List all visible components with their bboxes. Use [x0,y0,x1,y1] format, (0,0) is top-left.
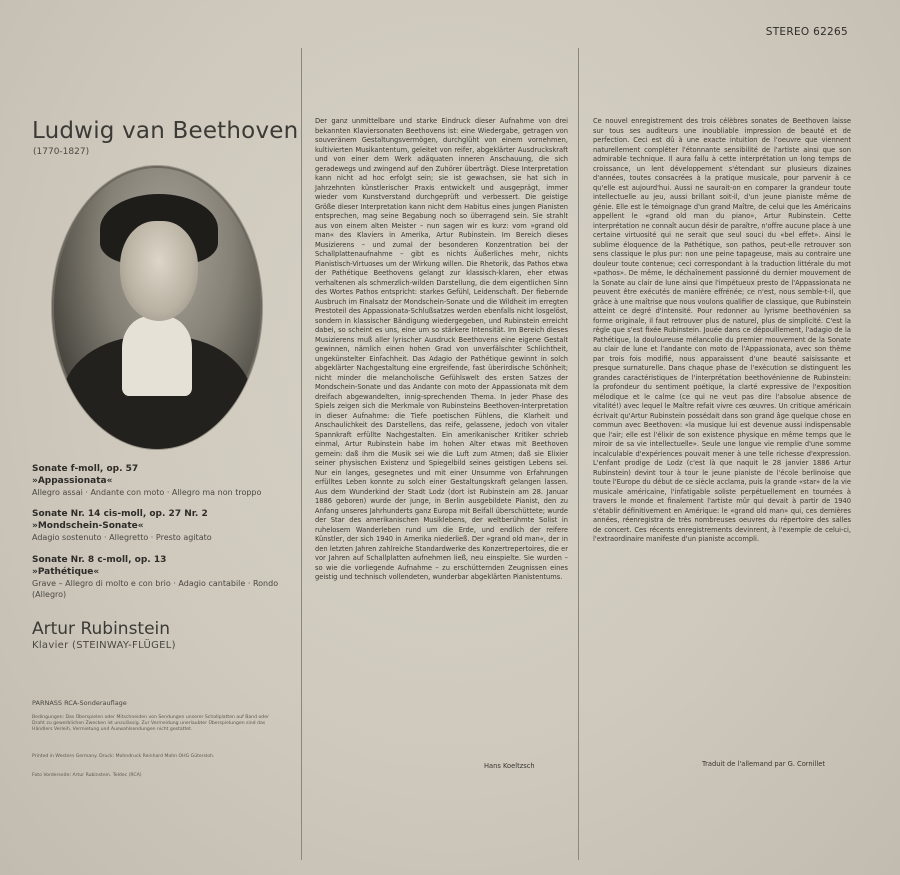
work-title: Sonate f-moll, op. 57 [32,464,139,474]
german-liner-notes: Der ganz unmittelbare und starke Eindruck dieser Aufnahme von drei bekannten Klaviersonaten Beethovens ist: eine Wiedergabe, getragen von souveränem Gestaltungsvermögen, durchglüht von einem vornehmen, kultivierten Musikantentum, geleitet von reifer, abgeklärter Ausdruckskraft und von einer dem Werk adäquaten inneren Anschauung, die sich geradewegs und zwingend auf den Zuhörer überträgt. Diese Interpretation kann nicht ad hoc erfolgt sein; sie ist gewachsen, sie hat sich in Jahrzehnten künstlerischer Praxis entwickelt und ausgeprägt, immer wieder vom Kunstverstand durchgeprüft und verbessert. Die geistige Größe dieser Interpretation kann nicht dem Habitus eines jungen Pianisten entsprechen, mag seine Begabung noch so überragend sein. Sie strahlt aus von einem alten Meister – nun sagen wir es kurz: vom »grand old man« des Klaviers in Amerika, Artur Rubinstein. Im Bereich dieses Musizierens – und zumal der besonderen Konzentration bei der Schallplattenaufnahme – gibt es nichts Äußerliches mehr, nichts Pianistisch-Virtuoses um der Wirkung willen. Die Rhetorik, das Pathos etwa der Pathétique Beethovens gelangt zur klassisch-klaren, eher etwas verhaltenen als schmerzlich-wilden Darstellung, die dem eigentlichen Sinn des Wortes Pathos entspricht: starkes Gefühl, Leidenschaft. Der fiebernde Ausbruch im Finalsatz der Mondschein-Sonate und die Wildheit im erregten Prestoteil des Appassionata-Schlußsatzes werden ebenfalls nicht losgelöst, sondern in klassischer Bändigung wiedergegeben, und Rubinstein erreicht dabei, so scheint es uns, eine um so stärkere Intensität. Im Bereich dieses Musizierens muß aller lyrischer Ausdruck Beethovens eine eigene Gestalt gewinnen, nämlich einen hohen Grad von unverfälschter Schlichtheit, ungekünstelter Einfachheit. Das Adagio der Pathétique gewinnt in solch abgeklärter Nachgestaltung eine ergreifende, fast überirdische Schönheit; nicht minder die melancholische Gefühlswelt des ersten Satzes der Mondschein-Sonate und das Andante con moto der Appassionata mit dem dreifach abgewandelten, innig-sprechenden Thema. In jeder Phase des Spiels zeigen sich die Merkmale von Rubinsteins Beethoven-Interpretation in dieser Aufnahme: die Tiefe poetischen Fühlens, die Klarheit und Anschaulichkeit des Darstellens, das reife, gelassene, jedoch von vitaler Spannkraft erfüllte Nachgestalten. Ein amerikanischer Kritiker schrieb einmal, Artur Rubinstein habe im hohen Alter etwas mit Beethoven gemein: daß ihm die Musik sei wie die Luft zum Atmen; daß sie Elixier seiner physischen Existenz und Spiegelbild seines geistigen Lebens sei. Nur ein langes, gesegnetes und mit einer Unsumme von Erfahrungen erfülltes Leben konnte zu solch einer Gestaltungskraft gelangen lassen. Aus dem Wunderkind der Stadt Lodz (dort ist Rubinstein am 28. Januar 1886 geboren) wurde der junge, in Berlin ausgebildete Pianist, den zu Anfang unseres Jahrhunderts ganz Europa mit Beifall überschüttete; wurde der Star des amerikanischen Musiklebens, der weltberühmte Solist in ruhelosem Wanderleben rund um die Erde, und endlich der reifere Künstler, der sich 1940 in Amerika niederließ. Der »grand old man«, der in den letzten Jahren zahlreiche Standardwerke des Konzertrepertoires, die er vor Jahren auf Schallplatten aufnehmen ließ, neu einspielte. Sie wurden – so wie die vorliegende Aufnahme – zu erschütternden Zeugnissen eines geistig und technisch vollendeten, wunderbar abgeklärten Pianistentums. [315,117,568,581]
work-1 [32,463,261,498]
column-divider-left [301,48,302,860]
work-subtitle: »Mondschein-Sonate« [32,521,144,531]
conditions-text: Bedingungen: Das Überspielen oder Mitschneiden von Sendungen unserer Schallplatten auf Band oder Draht zu gewerblichen Zwecken ist unzulässig. Zur Vermeidung unerlaubter Überspielungen sind das Händlers Verleih, Vermietung und Auswahlsendungen nicht gestattet. [32,715,269,732]
work-2 [32,508,212,543]
portrait-face [120,221,198,321]
edition-label: PARNASS RCA-Sonderauflage [32,699,127,707]
work-movements: Adagio sostenuto · Allegretto · Presto agitato [32,533,212,542]
work-movements: Grave – Allegro di molto e con brio · Adagio cantabile · Rondo (Allegro) [32,579,279,599]
artist-name: Artur Rubinstein [32,619,171,639]
work-subtitle: »Pathétique« [32,567,100,577]
work-movements: Allegro assai · Andante con moto · Allegro ma non troppo [32,488,262,497]
french-translator: Traduit de l'allemand par G. Cornillet [702,760,825,768]
printed-text: Printed in Western Germany. Druck: Mohndruck Reinhard Mohn OHG Gütersloh. [32,754,215,759]
composer-dates: (1770-1827) [33,147,90,157]
column-divider-right [578,48,579,860]
artist-instrument: Klavier (STEINWAY-FLÜGEL) [32,640,176,651]
french-liner-notes: Ce nouvel enregistrement des trois célèbres sonates de Beethoven laisse sur tous ses auditeurs une inoubliable impression de beauté et de perfection. Ceci est dû à une exacte intuition de l'oeuvre que viennent naturellement compléter l'étonnante sensibilité de l'artiste ainsi que son admirable technique. Il aura fallu à cette interprétation un long temps de croissance, un lent développement s'étendant sur plusieurs dizaines d'années, toutes consacrées à la pratique musicale, pour parvenir à ce qu'elle est aujourd'hui. Aussi ne saurait-on en comparer la grandeur toute intellectuelle au jeu, aussi brillant soit-il, d'un jeune pianiste même de génie. Elle est le témoignage d'un grand Maître, de celui que les Américains appellent le «grand old man du piano», Artur Rubinstein. Cette interprétation ne connaît aucun désir de paraître, n'offre aucune place à une certaine virtuosité qui ne serait que seul souci du «bel effet». Ainsi le sublime éloquence de la Pathétique, son pathos, peut-elle retrouver son sens classique le plus pur: non une peine tapageuse, mais au contraire une douleur toute contenue; ceci correspondant à la traduction littérale du mot «pathos». De même, le déchaînement passionné du dernier mouvement de la Sonate au clair de lune ainsi que l'impétueux presto de l'Appassionata ne peuvent être exécutés de manière effrénée; ce n'est, nous semble-t-il, que grâce à une maîtrise que nous voulons qualifier de classique, que Rubinstein atteint ce degré d'intensité. Pour redonner au lyrisme beethovénien sa forme originale, il faut retrouver plus de naturel, plus de simplicité. C'est la règle que s'est fixée Rubinstein. Jouée dans ce dépouillement, l'adagio de la Pathétique, la douloureuse mélancolie du premier mouvement de la Sonate au clair de lune et l'andante con moto de l'Appassionata, avec son thème par trois fois modifié, nous apparaissent d'une beauté saisissante et presque surnaturelle. Dans chaque phase de l'exécution se distinguent les grandes caractéristiques de l'interprétation beethovénienne de Rubinstein: la profondeur du sentiment poétique, la clarté expressive de l'exposition mélodique et le calme (ce qui ne veut pas dire l'absolue absence de vitalité!) avec lequel le Maître refait vivre ces œuvres. Un critique américain écrivait qu'Artur Rubinstein possédait dans son grand âge quelque chose en commun avec Beethoven: «la musique lui est devenue aussi indispensable que l'air; elle est l'élixir de son existence physique en même temps que le miroir de sa vie intellectuelle». Seule une longue vie remplie d'une somme incalculable d'expériences pouvait mener à une telle richesse d'expression. L'enfant prodige de Lodz (c'est là que naquit le 28 janvier 1886 Artur Rubinstein) devint tour à tour le jeune pianiste de l'école berlinoise que toute l'Europe du début de ce siècle acclama, puis la grande «star» de la vie musicale américaine, l'infatigable soliste perpétuellement en tournées à travers le monde et finalement l'artiste mûr qui devait à partir de 1940 s'établir définitivement en Amérique: le «grand old man» qui, ces dernières années, réenregistra de très nombreuses oeuvres du répertoire des salles de concert. Ces récents enregistrements devinrent, à l'exemple de celui-ci, l'extraordinaire manifeste d'un pianiste accompli. [593,117,851,543]
photo-credit: Foto Vorderseite: Artur Rubinstein. Teldec (RCA) [32,773,142,778]
work-subtitle: »Appassionata« [32,476,113,486]
catalog-number: STEREO 62265 [765,26,848,38]
beethoven-portrait [52,166,262,449]
portrait-collar [122,316,192,396]
work-title: Sonate Nr. 14 cis-moll, op. 27 Nr. 2 [32,509,208,519]
composer-name: Ludwig van Beethoven [32,118,299,144]
german-author: Hans Koeltzsch [484,762,535,770]
work-title: Sonate Nr. 8 c-moll, op. 13 [32,555,167,565]
work-3 [32,554,282,600]
